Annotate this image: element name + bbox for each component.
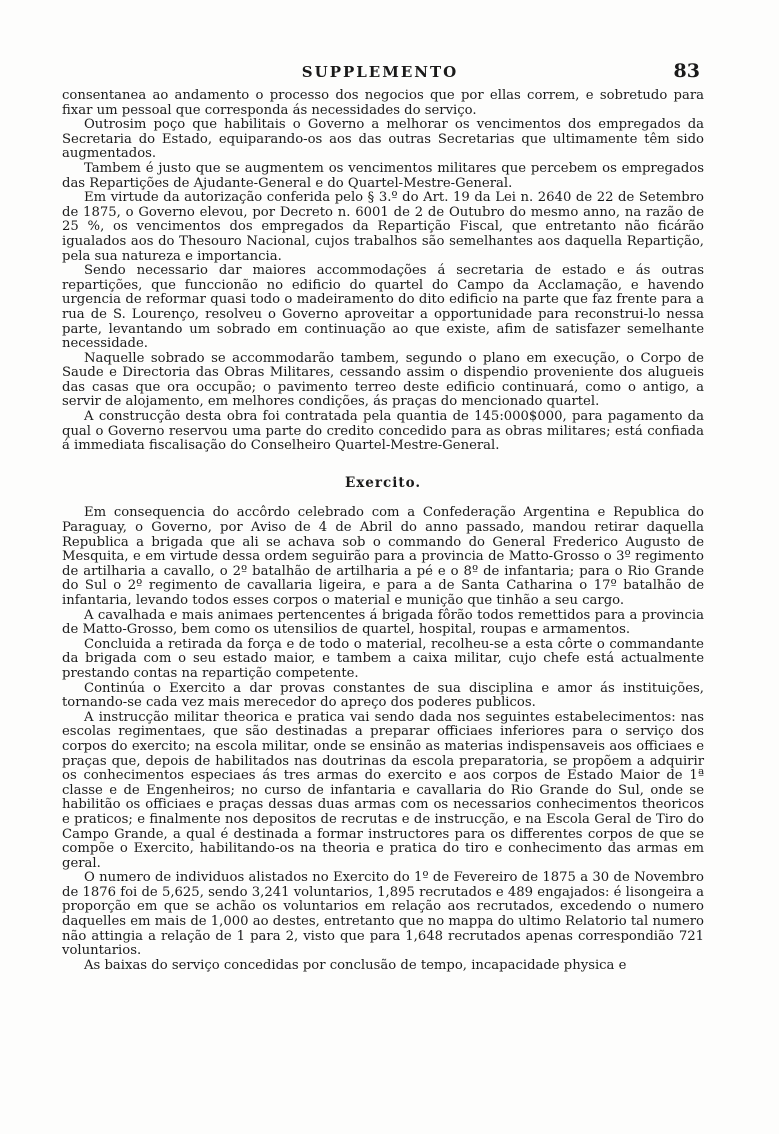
paragraph: Sendo necessario dar maiores accommodações á secretaria de estado e ás outras repartições, que funccionão no edificio do quartel do Campo da Acclamação, e havendo urgencia de reformar quasi todo o madeiramento do dito edificio na parte que faz frente para a rua de S. Lourenço, resolveu o Governo aproveitar a opportunidade para reconstrui-lo nessa parte, levantando um sobrado em continuação ao que existe, afim de satisfazer semelhante necessidade. bbox=[62, 263, 704, 352]
paragraph: O numero de individuos alistados no Exercito do 1º de Fevereiro de 1875 a 30 de Novembro de 1876 foi de 5,625, sendo 3,241 voluntarios, 1,895 recrutados e 489 engajados: é lisongeira a proporção em que se achão os voluntarios em relação aos recrutados, excedendo o numero daquelles em mais de 1,000 ao destes, entretanto que no mappa do ultimo Relatorio tal numero não attingia a relação de 1 para 2, visto que para 1,648 recrutados apenas correspondião 721 voluntarios. bbox=[62, 870, 704, 959]
paragraph: Continúa o Exercito a dar provas constantes de sua disciplina e amor ás instituições, tornando-se cada vez mais merecedor do apreço dos poderes publicos. bbox=[62, 680, 704, 711]
running-head-title: SUPPLEMENTO bbox=[301, 63, 459, 81]
paragraph: consentanea ao andamento o processo dos negocios que por ellas correm, e sobretudo para fixar um pessoal que corresponda ás necessidades do serviço. bbox=[62, 88, 704, 118]
paragraph: A construcção desta obra foi contratada pela quantia de 145:000$000, para pagamento da qual o Governo reservou uma parte do credito concedido para as obras militares; está confiada á immediata fiscalisação do Conselheiro Quartel-Mestre-General. bbox=[62, 409, 704, 454]
paragraph: Em consequencia do accôrdo celebrado com a Confederação Argentina e Republica do Paraguay, o Governo, por Aviso de 4 de Abril do anno passado, mandou retirar daquella Republica a brigada que ali se achava sob o commando do General Frederico Augusto de Mesquita, e em virtude dessa ordem seguirão para a provincia de Matto-Grosso o 3º regimento de artilharia a cavallo, o 2º batalhão de artilharia a pé e o 8º de infantaria; para o Rio Grande do Sul o 2º regimento de cavallaria ligeira, e para a de Santa Catharina o 17º batalhão de infantaria, levando todos esses corpos o material e munição que tinhão a seu cargo. bbox=[62, 505, 704, 608]
section-title-exercito: Exercito. bbox=[344, 474, 422, 491]
paragraph: A instrucção militar theorica e pratica vai sendo dada nos seguintes estabelecimentos: nas escolas regimentaes, que são destinadas a preparar officiaes inferiores para o serviço dos corpos do exercito; na escola militar, onde se ensinão as materias indispensaveis aos officiaes e praças que, depois de habilitados nas doutrinas da escola preparatoria, se propõem a adquirir os conhecimentos especiaes ás tres armas do exercito e aos corpos de Estado Maior de 1ª classe e de Engenheiros; no curso de infantaria e cavallaria do Rio Grande do Sul, onde se habilitão os officiaes e praças dessas duas armas com os necessarios conhecimentos theoricos e praticos; e finalmente nos depositos de recrutas e de instrucção, e na Escola Geral de Tiro do Campo Grande, a qual é destinada a formar instructores para os differentes corpos de que se compõe o Exercito, habilitando-os na theoria e pratica do tiro e conhecimento das armas em geral. bbox=[62, 709, 704, 871]
paragraph: Naquelle sobrado se accommodarão tambem, segundo o plano em execução, o Corpo de Saude e Directoria das Obras Militares, cessando assim o dispendio proveniente dos alugueis das casas que ora occupão; o pavimento terreo deste edificio continuará, como o antigo, a servir de alojamento, em melhores condições, ás praças do mencionado quartel. bbox=[62, 350, 704, 410]
paragraph: Tambem é justo que se augmentem os vencimentos militares que percebem os empregados das Repartições de Ajudante-General e do Quartel-Mestre-General. bbox=[62, 160, 704, 191]
paragraph: Em virtude da autorização conferida pelo § 3.º do Art. 19 da Lei n. 2640 de 22 de Setembro de 1875, o Governo elevou, por Decreto n. 6001 de 2 de Outubro do mesmo anno, na razão de 25 %, os vencimentos dos empregados da Repartição Fiscal, que entretanto não ficárão igualados aos do Thesouro Nacional, cujos trabalhos são semelhantes aos daquella Repartição, pela sua natureza e importancia. bbox=[62, 190, 704, 264]
paragraph: Outrosim poço que habilitais o Governo a melhorar os vencimentos dos empregados da Secretaria do Estado, equiparando-os aos das outras Secretarias que ultimamente têm sido augmentados. bbox=[62, 117, 704, 162]
page-number: 83 bbox=[673, 60, 700, 82]
paragraph: Concluida a retirada da força e de todo o material, recolheu-se a esta côrte o commandante da brigada com o seu estado maior, e tambem a caixa militar, cujo chefe está actualmente prestando contas na repartição competente. bbox=[62, 636, 704, 681]
page-header bbox=[60, 60, 700, 84]
paragraph: A cavalhada e mais animaes pertencentes á brigada fôrão todos remettidos para a provincia de Matto-Grosso, bem como os utensilios de quartel, hospital, roupas e armamentos. bbox=[62, 607, 704, 638]
body-text bbox=[62, 89, 704, 973]
paragraph: As baixas do serviço concedidas por conclusão de tempo, incapacidade physica e bbox=[84, 957, 627, 973]
